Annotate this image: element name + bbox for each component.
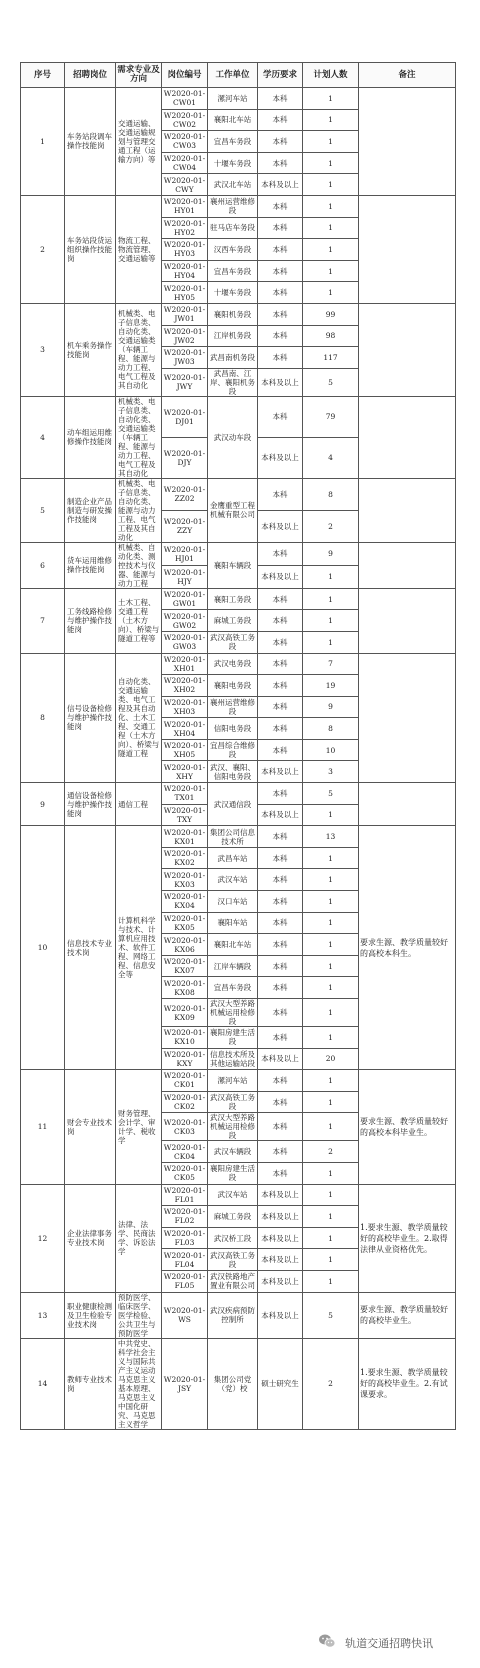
header-major: 需求专业及方向 (116, 63, 162, 88)
table-row (21, 478, 456, 510)
cell-edu: 本科 (258, 131, 303, 153)
cell-major: 机械类、电子信息类、自动化类、交通运输类（车辆工程、能源与动力工程、电气工程及其自动化 (116, 396, 162, 478)
cell-major: 法律、法学、民商法学、诉讼法学 (116, 1184, 162, 1292)
cell-edu: 本科 (258, 999, 303, 1027)
cell-count: 1 (303, 282, 359, 304)
cell-code: W2020-01-TX01 (162, 783, 208, 805)
cell-code: W2020-01-HY05 (162, 282, 208, 304)
cell-edu: 本科 (258, 239, 303, 261)
table-body (21, 88, 456, 1430)
cell-count: 10 (303, 739, 359, 761)
table-row (21, 1338, 456, 1429)
cell-edu: 本科及以上 (258, 437, 303, 478)
cell-post: 货车运用维修操作技能岗 (65, 542, 116, 588)
cell-unit: 襄州运营维修段 (208, 195, 258, 217)
cell-code: W2020-01-XH03 (162, 696, 208, 718)
cell-count: 1 (303, 217, 359, 239)
cell-count: 1 (303, 1249, 359, 1271)
cell-note (359, 195, 456, 303)
cell-count: 7 (303, 653, 359, 675)
cell-count: 1 (303, 977, 359, 999)
cell-edu: 本科 (258, 675, 303, 697)
cell-code: W2020-01-CW04 (162, 152, 208, 174)
cell-seq: 14 (21, 1338, 65, 1429)
table-row (21, 653, 456, 675)
cell-major: 中共党史、科学社会主义与国际共产主义运动马克思主义基本原理、马克思主义中国化研究、马克思主义哲学 (116, 1338, 162, 1429)
cell-note (359, 653, 456, 783)
cell-unit: 武汉、襄阳、信阳电务段 (208, 761, 258, 783)
cell-post: 信号设备检修与维护操作技能岗 (65, 653, 116, 783)
cell-unit: 襄阳车辆段 (208, 542, 258, 588)
cell-edu: 本科及以上 (258, 1292, 303, 1338)
cell-edu: 本科及以上 (258, 1270, 303, 1292)
cell-major: 土木工程、交通工程（土木方向）、桥梁与隧道工程等 (116, 588, 162, 653)
cell-post: 职业健康检测及卫生检验专业技术岗 (65, 1292, 116, 1338)
cell-code: W2020-01-HY03 (162, 239, 208, 261)
cell-post: 教师专业技术岗 (65, 1338, 116, 1429)
cell-post: 财会专业技术岗 (65, 1070, 116, 1184)
cell-unit: 武汉车站 (208, 869, 258, 891)
cell-major: 计算机科学与技术、计算机应用技术、软件工程、网络工程、信息安全等 (116, 826, 162, 1070)
cell-note (359, 303, 456, 396)
table-header-row (21, 63, 456, 88)
header-note: 备注 (359, 63, 456, 88)
cell-post: 通信设备检修与维护操作技能岗 (65, 783, 116, 826)
cell-code: W2020-01-HJY (162, 565, 208, 588)
cell-edu: 本科 (258, 152, 303, 174)
cell-seq: 7 (21, 588, 65, 653)
cell-edu: 本科 (258, 955, 303, 977)
cell-code: W2020-01-FL03 (162, 1227, 208, 1249)
cell-note (359, 783, 456, 826)
cell-edu: 本科及以上 (258, 761, 303, 783)
cell-edu: 本科 (258, 1113, 303, 1141)
cell-unit: 武汉车站 (208, 1184, 258, 1206)
cell-edu: 本科 (258, 109, 303, 131)
cell-count: 1 (303, 239, 359, 261)
cell-count: 20 (303, 1048, 359, 1070)
cell-count: 1 (303, 1162, 359, 1184)
cell-count: 79 (303, 396, 359, 437)
cell-note (359, 588, 456, 653)
header-count: 计划人数 (303, 63, 359, 88)
cell-edu: 本科及以上 (258, 1249, 303, 1271)
cell-count: 1 (303, 955, 359, 977)
cell-unit: 武汉动车段 (208, 396, 258, 478)
cell-count: 1 (303, 1091, 359, 1113)
cell-major: 通信工程 (116, 783, 162, 826)
header-code: 岗位编号 (162, 63, 208, 88)
cell-count: 2 (303, 1141, 359, 1163)
cell-code: W2020-01-WS (162, 1292, 208, 1338)
cell-edu: 本科 (258, 195, 303, 217)
cell-code: W2020-01-ZZY (162, 510, 208, 542)
cell-major: 机械类、电子信息类、自动化类、交通运输类（车辆工程、能源与动力工程、电气工程及其自动化 (116, 303, 162, 396)
cell-unit: 集团公司信息技术所 (208, 826, 258, 848)
wechat-icon (318, 1633, 336, 1653)
cell-code: W2020-01-FL02 (162, 1206, 208, 1228)
cell-note (359, 396, 456, 478)
cell-edu: 本科 (258, 478, 303, 510)
cell-code: W2020-01-CW03 (162, 131, 208, 153)
cell-unit: 宜昌车务段 (208, 131, 258, 153)
cell-post: 机车乘务操作技能岗 (65, 303, 116, 396)
cell-unit: 襄州运营维修段 (208, 696, 258, 718)
cell-seq: 12 (21, 1184, 65, 1292)
cell-count: 1 (303, 1027, 359, 1049)
cell-seq: 11 (21, 1070, 65, 1184)
cell-unit: 武汉北车站 (208, 174, 258, 196)
cell-edu: 本科 (258, 891, 303, 913)
cell-unit: 武昌南机务段 (208, 347, 258, 369)
cell-count: 4 (303, 437, 359, 478)
cell-major: 预防医学、临床医学、医学检验、公共卫生与预防医学 (116, 1292, 162, 1338)
cell-unit: 武汉电务段 (208, 653, 258, 675)
cell-major: 物流工程、物流管理、交通运输等 (116, 195, 162, 303)
cell-unit: 汉西车务段 (208, 239, 258, 261)
cell-unit: 襄阳工务段 (208, 588, 258, 610)
cell-code: W2020-01-DJY (162, 437, 208, 478)
cell-edu: 本科 (258, 282, 303, 304)
cell-code: W2020-01-KX03 (162, 869, 208, 891)
cell-unit: 武汉大型养路机械运用检修段 (208, 999, 258, 1027)
cell-count: 5 (303, 783, 359, 805)
cell-edu: 本科 (258, 1091, 303, 1113)
table-row (21, 588, 456, 610)
cell-edu: 本科 (258, 347, 303, 369)
cell-unit: 十堰车务段 (208, 152, 258, 174)
cell-count: 1 (303, 260, 359, 282)
cell-seq: 3 (21, 303, 65, 396)
cell-code: W2020-01-JSY (162, 1338, 208, 1429)
cell-unit: 武汉铁路地产置业有限公司 (208, 1270, 258, 1292)
cell-count: 2 (303, 510, 359, 542)
cell-count: 1 (303, 88, 359, 110)
cell-seq: 13 (21, 1292, 65, 1338)
cell-code: W2020-01-CK04 (162, 1141, 208, 1163)
cell-unit: 襄阳机务段 (208, 303, 258, 325)
cell-edu: 本科及以上 (258, 565, 303, 588)
cell-unit: 武汉高铁工务段 (208, 631, 258, 653)
cell-edu: 本科及以上 (258, 1048, 303, 1070)
cell-major: 交通运输、交通运输规划与管理交通工程（运输方向）等 (116, 88, 162, 196)
cell-code: W2020-01-XH04 (162, 718, 208, 740)
recruitment-table (20, 62, 456, 1430)
cell-code: W2020-01-CK03 (162, 1113, 208, 1141)
cell-code: W2020-01-CWY (162, 174, 208, 196)
cell-code: W2020-01-CK05 (162, 1162, 208, 1184)
cell-unit: 武昌南、江岸、襄阳机务段 (208, 368, 258, 396)
cell-edu: 本科及以上 (258, 804, 303, 826)
cell-unit: 麻城工务段 (208, 1206, 258, 1228)
cell-code: W2020-01-JWY (162, 368, 208, 396)
cell-code: W2020-01-GW01 (162, 588, 208, 610)
cell-count: 1 (303, 869, 359, 891)
header-unit: 工作单位 (208, 63, 258, 88)
cell-major: 自动化类、交通运输类、电气工程及其自动化、土木工程、交通工程（土木方向）、桥梁与隧道工程 (116, 653, 162, 783)
cell-edu: 本科 (258, 696, 303, 718)
cell-edu: 本科 (258, 1070, 303, 1092)
cell-edu: 本科 (258, 718, 303, 740)
cell-unit: 襄阳房建生活段 (208, 1162, 258, 1184)
cell-unit: 襄阳房建生活段 (208, 1027, 258, 1049)
table-row (21, 542, 456, 565)
cell-code: W2020-01-HY01 (162, 195, 208, 217)
cell-code: W2020-01-FL01 (162, 1184, 208, 1206)
cell-unit: 信阳电务段 (208, 718, 258, 740)
header-edu: 学历要求 (258, 63, 303, 88)
cell-edu: 本科 (258, 826, 303, 848)
cell-note: 要求生源、教学质量较好的高校本科毕业生。 (359, 1070, 456, 1184)
cell-post: 动车组运用维修操作技能岗 (65, 396, 116, 478)
cell-seq: 2 (21, 195, 65, 303)
cell-count: 3 (303, 761, 359, 783)
cell-count: 1 (303, 891, 359, 913)
cell-edu: 本科 (258, 912, 303, 934)
cell-unit: 金鹰重型工程机械有限公司 (208, 478, 258, 542)
cell-count: 1 (303, 1113, 359, 1141)
table-row (21, 1070, 456, 1092)
cell-edu: 本科 (258, 610, 303, 632)
cell-edu: 本科 (258, 977, 303, 999)
cell-unit: 江岸机务段 (208, 325, 258, 347)
cell-count: 8 (303, 478, 359, 510)
cell-unit: 襄阳电务段 (208, 675, 258, 697)
cell-code: W2020-01-KX06 (162, 934, 208, 956)
cell-count: 1 (303, 1270, 359, 1292)
cell-count: 1 (303, 152, 359, 174)
cell-count: 1 (303, 1184, 359, 1206)
cell-unit: 漯河车站 (208, 88, 258, 110)
cell-code: W2020-01-KX05 (162, 912, 208, 934)
cell-seq: 4 (21, 396, 65, 478)
cell-unit: 武汉通信段 (208, 783, 258, 826)
cell-edu: 本科 (258, 542, 303, 565)
cell-count: 1 (303, 195, 359, 217)
cell-count: 1 (303, 631, 359, 653)
cell-code: W2020-01-HJ01 (162, 542, 208, 565)
cell-code: W2020-01-KX09 (162, 999, 208, 1027)
cell-code: W2020-01-DJ01 (162, 396, 208, 437)
cell-count: 1 (303, 1206, 359, 1228)
cell-note (359, 88, 456, 196)
cell-note (359, 542, 456, 588)
cell-post: 信息技术专业技术岗 (65, 826, 116, 1070)
cell-edu: 本科 (258, 847, 303, 869)
cell-code: W2020-01-JW01 (162, 303, 208, 325)
cell-edu: 本科 (258, 739, 303, 761)
cell-seq: 1 (21, 88, 65, 196)
cell-count: 1 (303, 912, 359, 934)
cell-unit: 襄阳车站 (208, 912, 258, 934)
cell-edu: 本科及以上 (258, 1184, 303, 1206)
table-row (21, 1292, 456, 1338)
cell-note: 1.要求生源、教学质量较好的高校毕业生。2.取得法律从业资格优先。 (359, 1184, 456, 1292)
cell-code: W2020-01-KX04 (162, 891, 208, 913)
table-row (21, 826, 456, 848)
cell-count: 1 (303, 934, 359, 956)
cell-seq: 8 (21, 653, 65, 783)
cell-unit: 武汉高铁工务段 (208, 1249, 258, 1271)
cell-count: 5 (303, 368, 359, 396)
cell-count: 1 (303, 565, 359, 588)
cell-count: 1 (303, 610, 359, 632)
cell-code: W2020-01-GW03 (162, 631, 208, 653)
table-row (21, 1184, 456, 1206)
table-row (21, 303, 456, 325)
cell-post: 企业法律事务专业技术岗 (65, 1184, 116, 1292)
header-seq: 序号 (21, 63, 65, 88)
cell-count: 8 (303, 718, 359, 740)
cell-count: 98 (303, 325, 359, 347)
cell-count: 9 (303, 696, 359, 718)
cell-edu: 本科 (258, 260, 303, 282)
cell-code: W2020-01-CK02 (162, 1091, 208, 1113)
cell-edu: 本科 (258, 396, 303, 437)
cell-count: 1 (303, 1227, 359, 1249)
cell-code: W2020-01-TXY (162, 804, 208, 826)
cell-note: 要求生源、教学质量较好的高校本科生。 (359, 826, 456, 1070)
cell-major: 财务管理、会计学、审计学、税收学 (116, 1070, 162, 1184)
cell-count: 9 (303, 542, 359, 565)
cell-unit: 十堰车务段 (208, 282, 258, 304)
cell-edu: 本科 (258, 1141, 303, 1163)
cell-edu: 本科及以上 (258, 1206, 303, 1228)
cell-code: W2020-01-CW02 (162, 109, 208, 131)
cell-code: W2020-01-JW03 (162, 347, 208, 369)
cell-count: 1 (303, 174, 359, 196)
cell-count: 1 (303, 1070, 359, 1092)
cell-major: 机械类、自动化类、测控技术与仪器、能源与动力工程 (116, 542, 162, 588)
cell-edu: 本科 (258, 1162, 303, 1184)
cell-unit: 宜昌综合维修段 (208, 739, 258, 761)
cell-code: W2020-01-XH02 (162, 675, 208, 697)
cell-count: 2 (303, 1338, 359, 1429)
cell-count: 1 (303, 999, 359, 1027)
footer-text: 轨道交通招聘快讯 (345, 1636, 434, 1650)
cell-unit: 宜昌车务段 (208, 260, 258, 282)
cell-count: 117 (303, 347, 359, 369)
cell-count: 5 (303, 1292, 359, 1338)
table-row (21, 195, 456, 217)
cell-unit: 武汉高铁工务段 (208, 1091, 258, 1113)
header-post: 招聘岗位 (65, 63, 116, 88)
cell-edu: 本科 (258, 303, 303, 325)
cell-edu: 本科及以上 (258, 1227, 303, 1249)
cell-edu: 本科 (258, 88, 303, 110)
cell-edu: 本科 (258, 783, 303, 805)
cell-code: W2020-01-KXY (162, 1048, 208, 1070)
cell-post: 制造企业产品制造与研发操作技能岗 (65, 478, 116, 542)
cell-unit: 武汉桥工段 (208, 1227, 258, 1249)
cell-note (359, 478, 456, 542)
cell-count: 19 (303, 675, 359, 697)
cell-unit: 信息技术所及其他运输站段 (208, 1048, 258, 1070)
cell-code: W2020-01-FL05 (162, 1270, 208, 1292)
cell-code: W2020-01-ZZ02 (162, 478, 208, 510)
cell-unit: 汉口车站 (208, 891, 258, 913)
cell-note: 1.要求生源、教学质量较好的高校毕业生。2.有试课要求。 (359, 1338, 456, 1429)
cell-edu: 本科 (258, 217, 303, 239)
cell-unit: 漯河车站 (208, 1070, 258, 1092)
cell-post: 车务站段货运组织操作技能岗 (65, 195, 116, 303)
cell-count: 1 (303, 804, 359, 826)
cell-code: W2020-01-XH05 (162, 739, 208, 761)
cell-edu: 本科 (258, 1027, 303, 1049)
cell-major: 机械类、电子信息类、自动化类、能源与动力工程、电气工程及其自动化 (116, 478, 162, 542)
cell-note: 要求生源、教学质量较好的高校毕业生。 (359, 1292, 456, 1338)
cell-code: W2020-01-KX01 (162, 826, 208, 848)
cell-code: W2020-01-XHY (162, 761, 208, 783)
cell-edu: 本科及以上 (258, 368, 303, 396)
cell-post: 车务站段调车操作技能岗 (65, 88, 116, 196)
cell-count: 1 (303, 131, 359, 153)
cell-seq: 9 (21, 783, 65, 826)
cell-count: 99 (303, 303, 359, 325)
recruitment-table-sheet (20, 62, 455, 1430)
cell-edu: 本科 (258, 934, 303, 956)
cell-edu: 本科 (258, 653, 303, 675)
watermark (318, 1632, 468, 1654)
cell-unit: 襄阳北车站 (208, 934, 258, 956)
cell-unit: 集团公司党（党）校 (208, 1338, 258, 1429)
cell-seq: 10 (21, 826, 65, 1070)
table-row (21, 783, 456, 805)
cell-code: W2020-01-FL04 (162, 1249, 208, 1271)
cell-unit: 武汉车辆段 (208, 1141, 258, 1163)
cell-code: W2020-01-KX10 (162, 1027, 208, 1049)
cell-code: W2020-01-KX08 (162, 977, 208, 999)
cell-unit: 驻马店车务段 (208, 217, 258, 239)
cell-count: 13 (303, 826, 359, 848)
cell-unit: 宜昌车务段 (208, 977, 258, 999)
cell-code: W2020-01-CW01 (162, 88, 208, 110)
cell-edu: 本科 (258, 325, 303, 347)
cell-seq: 6 (21, 542, 65, 588)
cell-seq: 5 (21, 478, 65, 542)
cell-code: W2020-01-JW02 (162, 325, 208, 347)
cell-edu: 本科 (258, 588, 303, 610)
cell-edu: 本科及以上 (258, 510, 303, 542)
cell-unit: 武昌车站 (208, 847, 258, 869)
cell-count: 1 (303, 109, 359, 131)
cell-count: 1 (303, 847, 359, 869)
cell-count: 1 (303, 588, 359, 610)
cell-edu: 本科 (258, 869, 303, 891)
cell-edu: 本科及以上 (258, 174, 303, 196)
cell-post: 工务线路检修与维护操作技能岗 (65, 588, 116, 653)
table-row (21, 88, 456, 110)
cell-edu: 硕士研究生 (258, 1338, 303, 1429)
cell-unit: 襄阳北车站 (208, 109, 258, 131)
cell-edu: 本科 (258, 631, 303, 653)
cell-code: W2020-01-KX07 (162, 955, 208, 977)
cell-code: W2020-01-GW02 (162, 610, 208, 632)
cell-unit: 武汉疾病预防控制所 (208, 1292, 258, 1338)
cell-code: W2020-01-HY04 (162, 260, 208, 282)
cell-code: W2020-01-XH01 (162, 653, 208, 675)
cell-unit: 麻城工务段 (208, 610, 258, 632)
cell-code: W2020-01-HY02 (162, 217, 208, 239)
table-row (21, 396, 456, 437)
cell-unit: 武汉大型养路机械运用检修段 (208, 1113, 258, 1141)
cell-code: W2020-01-KX02 (162, 847, 208, 869)
cell-unit: 江岸车辆段 (208, 955, 258, 977)
cell-code: W2020-01-CK01 (162, 1070, 208, 1092)
